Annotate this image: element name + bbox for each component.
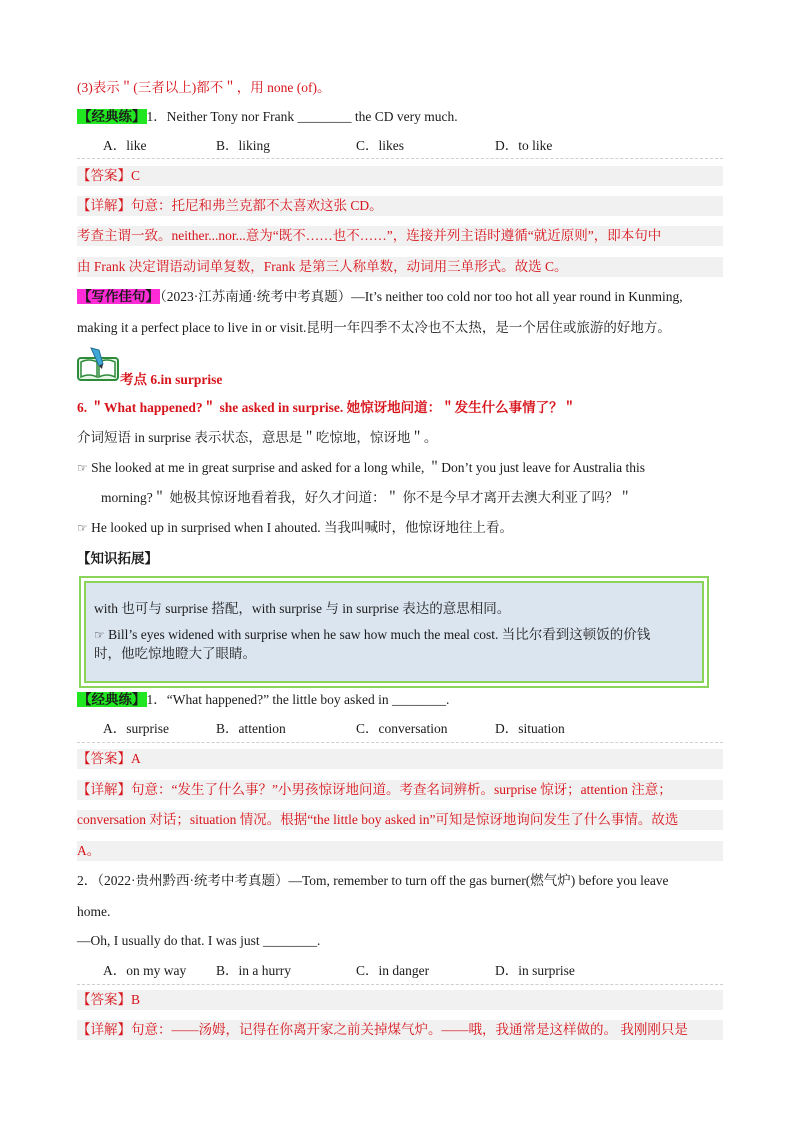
- exercise-1-text: 1．Neither Tony nor Frank ________ the CD very much.: [146, 109, 458, 124]
- divider: [77, 742, 723, 743]
- exercise-2-answer: 【答案】A: [77, 749, 723, 769]
- question-2-options: [77, 961, 723, 981]
- book-pencil-icon: [77, 346, 119, 382]
- divider: [77, 984, 723, 985]
- option-c: C．likes: [356, 138, 405, 153]
- exercise-1-explanation-1: 【详解】句意：托尼和弗兰克都不太喜欢这张 CD。: [77, 196, 723, 216]
- exercise-2-explanation-2: conversation 对话；situation 情况。根据“the little boy asked in”可知是惊讶地询问发生了什么事情。故选: [77, 810, 723, 830]
- option-a: A．surprise: [103, 721, 169, 736]
- pointer-icon: ☞: [77, 521, 88, 535]
- exercise-2-explanation-1: 【详解】句意：“发生了什么事？”小男孩惊讶地问道。考查名词辨析。surprise 惊讶；attention 注意；: [77, 780, 723, 800]
- divider: [77, 158, 723, 159]
- option-d: D．situation: [495, 721, 565, 736]
- point-6-intro: 介词短语 in surprise 表示状态，意思是＂吃惊地，惊讶地＂。: [77, 430, 438, 445]
- extension-text-2: Bill’s eyes widened with surprise when he saw how much the meal cost. 当比尔看到这顿饭的价钱: [108, 627, 651, 642]
- knowledge-extension-title: 【知识拓展】: [77, 551, 158, 566]
- pointer-icon: ☞: [77, 461, 88, 475]
- question-2-line-2: home.: [77, 904, 111, 919]
- rule-3-text: (3)表示＂(三者以上)都不＂，用 none (of)。: [77, 80, 331, 95]
- classic-practice-tag: 【经典练】: [78, 109, 146, 124]
- writing-sentence-line-2: making it a perfect place to live in or visit.昆明一年四季不太冷也不太热，是一个居住或旅游的好地方。: [77, 320, 671, 335]
- knowledge-extension-box: [84, 581, 704, 683]
- example-6a-line-2: morning?＂ 她极其惊讶地看着我，好久才问道：＂ 你不是今早才离开去澳大利亚了吗？＂: [101, 490, 632, 505]
- exercise-1-explanation-2: 考查主谓一致。neither...nor...意为“既不……也不……”，连接并列主语时遵循“就近原则”，即本句中: [77, 226, 723, 246]
- writing-sentence-text-1: （2023·江苏南通·统考中考真题）—It’s neither too cold nor too hot all year round in Kunming,: [160, 289, 683, 304]
- rule-3-line: [77, 78, 723, 98]
- extension-line-1: with 也可与 surprise 搭配，with surprise 与 in surprise 表达的意思相同。: [94, 601, 511, 616]
- exercise-2-options: [77, 719, 723, 739]
- writing-sentence-line-1: [77, 287, 723, 307]
- option-a: A．like: [103, 138, 147, 153]
- option-b: B．attention: [216, 721, 286, 736]
- example-6b-text: He looked up in surprised when I ahouted. 当我叫喊时，他惊讶地往上看。: [91, 520, 513, 535]
- exercise-2-text: 1．“What happened?” the little boy asked in ________.: [146, 692, 450, 707]
- option-d: D．to like: [495, 138, 553, 153]
- example-6a-line-1: [77, 458, 723, 478]
- exercise-1-explanation-3: 由 Frank 决定谓语动词单复数，Frank 是第三人称单数，动词用三单形式。故选 C。: [77, 257, 723, 277]
- point-6-heading: 6. ＂What happened?＂ she asked in surprise. 她惊讶地问道：＂发生什么事情了？＂: [77, 400, 577, 415]
- writing-sentence-tag: 【写作佳句】: [78, 289, 159, 304]
- exercise-1-options: [77, 136, 723, 156]
- exercise-2-question: [77, 690, 723, 710]
- question-2-answer: 【答案】B: [77, 990, 723, 1010]
- question-2-explanation-1: 【详解】句意：——汤姆，记得在你离开家之前关掉煤气炉。——哦，我通常是这样做的。 我刚刚只是: [77, 1020, 723, 1040]
- extension-line-3: 时，他吃惊地瞪大了眼睛。: [94, 646, 256, 661]
- pointer-icon: ☞: [94, 628, 105, 642]
- option-b: B．in a hurry: [216, 963, 291, 978]
- exercise-1-answer: 【答案】C: [77, 166, 723, 186]
- option-c: C．in danger: [356, 963, 430, 978]
- exercise-2-explanation-3: A。: [77, 841, 723, 861]
- kaodian-heading: 考点 6.in surprise: [120, 372, 223, 387]
- option-a: A．on my way: [103, 963, 187, 978]
- question-2-line-3: —Oh, I usually do that. I was just ________.: [77, 933, 321, 948]
- classic-practice-tag: 【经典练】: [78, 692, 146, 707]
- option-b: B．liking: [216, 138, 271, 153]
- exercise-1-question: [77, 107, 723, 127]
- example-6b-line: [77, 518, 723, 538]
- option-c: C．conversation: [356, 721, 448, 736]
- extension-line-2: [94, 625, 694, 645]
- question-2-line-1: 2．（2022·贵州黔西·统考中考真题）—Tom, remember to turn off the gas burner(燃气炉) before you leave: [77, 873, 669, 888]
- option-d: D．in surprise: [495, 963, 575, 978]
- example-6a-text-1: She looked at me in great surprise and asked for a long while, ＂Don’t you just leave for Australia this: [91, 460, 646, 475]
